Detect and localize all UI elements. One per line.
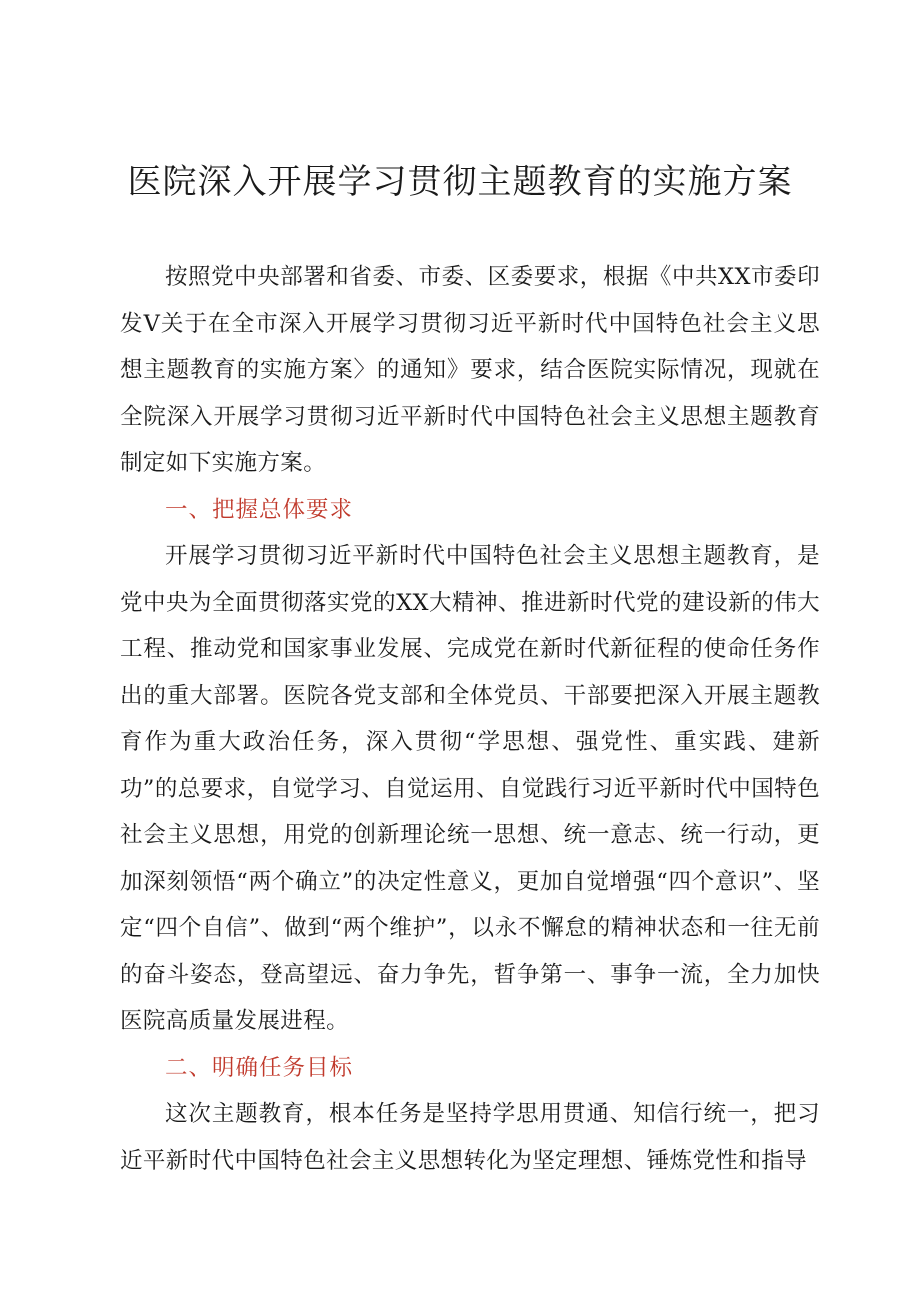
section-heading-1: 一、把握总体要求 — [165, 496, 354, 523]
document-title: 医院深入开展学习贯彻主题教育的实施方案 — [127, 162, 793, 202]
section-heading-2: 二、明确任务目标 — [165, 1054, 354, 1081]
section-paragraph-2: 这次主题教育，根本任务是坚持学思用贯通、知信行统一，把习近平新时代中国特色社会主义思想转化为坚定理想、锤炼党性和指导 — [120, 1101, 820, 1174]
document-body — [120, 254, 820, 1184]
section-paragraph-1: 开展学习贯彻习近平新时代中国特色社会主义思想主题教育，是党中央为全面贯彻落实党的XX大精神、推进新时代党的建设新的伟大工程、推动党和国家事业发展、完成党在新时代新征程的使命任务作出的重大部署。医院各党支部和全体党员、干部要把深入开展主题教育作为重大政治任务，深入贯彻“学思想、强党性、重实践、建新功”的总要求，自觉学习、自觉运用、自觉践行习近平新时代中国特色社会主义思想，用党的创新理论统一思想、统一意志、统一行动，更加深刻领悟“两个确立”的决定性意义，更加自觉增强“四个意识”、坚定“四个自信”、做到“两个维护”，以永不懈怠的精神状态和一往无前的奋斗姿态，登高望远、奋力争先，晢争第一、事争一流，全力加快医院高质量发展进程。 — [120, 543, 820, 1034]
intro-paragraph: 按照党中央部署和省委、市委、区委要求，根据《中共XX市委印发V关于在全市深入开展学习贯彻习近平新时代中国特色社会主义思想主题教育的实施方案〉的通知》要求，结合医院实际情况，现就在全院深入开展学习贯彻习近平新时代中国特色社会主义思想主题教育制定如下实施方案。 — [120, 264, 820, 476]
